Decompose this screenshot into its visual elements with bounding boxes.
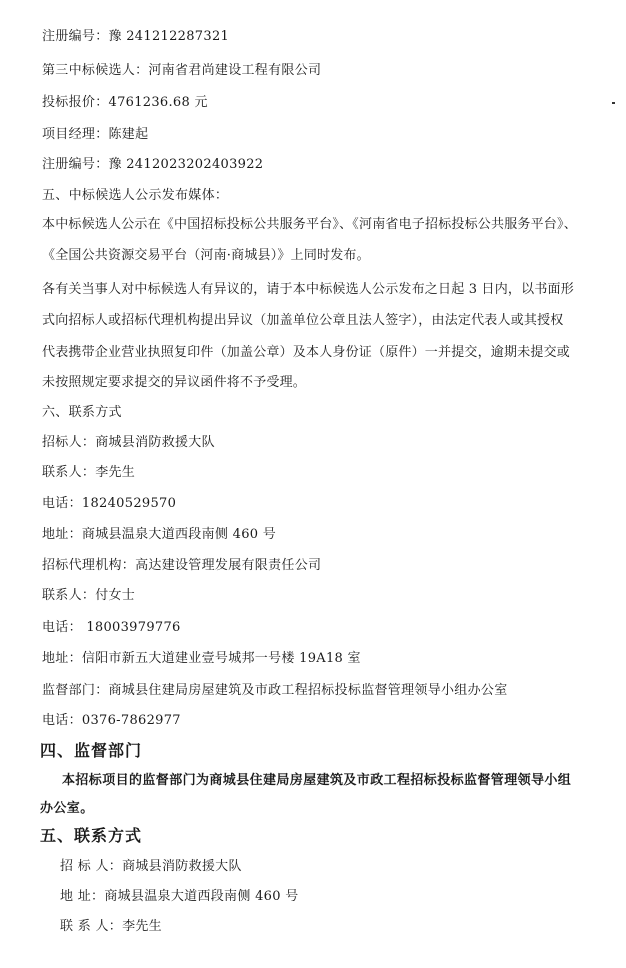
registration-number-2: 注册编号：豫 241212287321 <box>42 29 230 44</box>
agency-phone: 电话： 18003979776 <box>42 620 181 635</box>
tenderer-contact: 联系人：李先生 <box>42 465 136 480</box>
project-manager: 项目经理：陈建起 <box>42 127 149 142</box>
tenderer-address: 地址：商城县温泉大道西段南侧 460 号 <box>42 527 277 542</box>
scan-speck <box>612 102 615 104</box>
section-5-contact: 联 系 人：李先生 <box>60 919 162 934</box>
publication-line-2: 《全国公共资源交易平台（河南·商城县）》上同时发布。 <box>42 248 370 263</box>
publication-line-1: 本中标候选人公示在《中国招标投标公共服务平台》、《河南省电子招标投标公共服务平台》、 <box>42 217 577 232</box>
section-5-address: 地 址：商城县温泉大道西段南侧 460 号 <box>60 889 299 904</box>
section-4-body-line-1: 本招标项目的监督部门为商城县住建局房屋建筑及市政工程招标投标监督管理领导小组 <box>62 773 572 788</box>
agency-address: 地址：信阳市新五大道建业壹号城邦一号楼 19A18 室 <box>42 651 361 666</box>
objection-line-1: 各有关当事人对中标候选人有异议的，请于本中标候选人公示发布之日起 3 日内，以书面形 <box>42 282 574 297</box>
supervision-department: 监督部门：商城县住建局房屋建筑及市政工程招标投标监督管理领导小组办公室 <box>42 683 508 698</box>
agency-line: 招标代理机构：高达建设管理发展有限责任公司 <box>42 558 322 573</box>
registration-number-3: 注册编号：豫 2412023202403922 <box>42 157 264 172</box>
objection-line-2: 式向招标人或招标代理机构提出异议（加盖单位公章且法人签字），由法定代表人或其授权 <box>42 313 564 328</box>
tenderer-phone: 电话：18240529570 <box>42 496 177 511</box>
publication-media-heading: 五、中标候选人公示发布媒体： <box>42 188 229 203</box>
third-candidate: 第三中标候选人：河南省君尚建设工程有限公司 <box>42 63 322 78</box>
objection-line-4: 未按照规定要求提交的异议函件将不予受理。 <box>42 375 307 390</box>
section-4-title: 四、监督部门 <box>40 741 143 760</box>
contact-heading: 六、联系方式 <box>42 405 122 420</box>
agency-contact: 联系人：付女士 <box>42 588 136 603</box>
section-4-body-line-2: 办公室。 <box>40 801 94 816</box>
supervision-phone: 电话：0376-7862977 <box>42 713 181 728</box>
tenderer-line: 招标人：商城县消防救援大队 <box>42 435 215 450</box>
section-5-title: 五、联系方式 <box>40 826 143 845</box>
section-5-tenderer: 招 标 人：商城县消防救援大队 <box>60 859 242 874</box>
bid-price: 投标报价：4761236.68 元 <box>42 95 208 110</box>
objection-line-3: 代表携带企业营业执照复印件（加盖公章）及本人身份证（原件）一并提交，逾期未提交或 <box>42 345 571 360</box>
